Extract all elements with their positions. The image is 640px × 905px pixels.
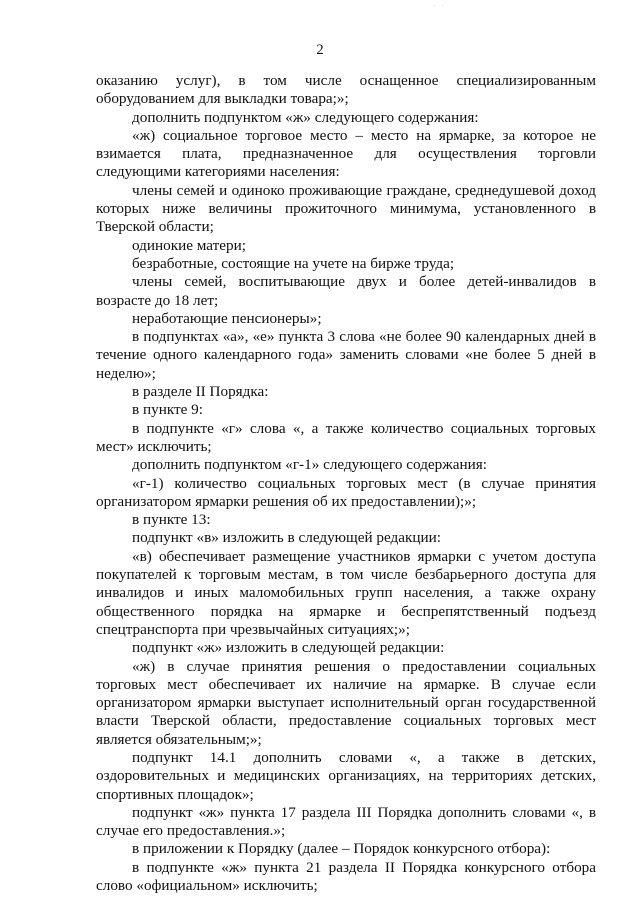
paragraph: «ж) социальное торговое место – место на ярмарке, за которое не взимается плата, предназначенное для осуществления торговли следующими категориями населения: [96,126,596,181]
corner-mark: · · [433,2,446,10]
paragraph: безработные, состоящие на учете на бирже труда; [132,254,455,272]
paragraph: дополнить подпунктом «г-1» следующего содержания: [132,456,487,474]
paragraph: подпункт 14.1 дополнить словами «, а также в детских, оздоровительных и медицинских организациях, на территориях детских, спортивных площадок»; [96,748,596,803]
paragraph: «ж) в случае принятия решения о предоставлении социальных торговых мест обеспечивает их наличие на ярмарке. В случае если организатором ярмарки выступает исполнительный орган государственной власти Тверской области, предоставление социальных торговых мест является обязательным;»; [96,657,596,748]
paragraph: неработающие пенсионеры»; [132,309,322,327]
paragraph: подпункт «ж» пункта 17 раздела III Порядка дополнить словами «, в случае его предоставления.»; [96,803,596,840]
paragraph: подпункт «ж» изложить в следующей редакции: [132,639,445,657]
paragraph: в пункте 13: [132,511,211,529]
paragraph: подпункт «в» изложить в следующей редакции: [132,529,441,547]
body-text [96,72,596,895]
paragraph: члены семей, воспитывающие двух и более детей-инвалидов в возрасте до 18 лет; [96,273,596,309]
paragraph: в подпункте «ж» пункта 21 раздела II Порядка конкурсного отбора слово «официальном» исключить; [96,858,596,895]
paragraph: оказанию услуг), в том числе оснащенное специализированным оборудованием для выкладки товара;»; [96,72,596,108]
page-number: 2 [316,42,324,58]
paragraph: «г-1) количество социальных торговых мест (в случае принятия организатором ярмарки решения об их предоставлении);»; [96,474,596,510]
paragraph: в пункте 9: [132,401,203,419]
paragraph: в приложении к Порядку (далее – Порядок конкурсного отбора): [132,840,551,858]
paragraph: одинокие матери; [132,236,246,254]
paragraph: члены семей и одиноко проживающие граждане, среднедушевой доход которых ниже величины прожиточного минимума, установленного в Тверской области; [96,181,596,236]
paragraph: в подпунктах «а», «е» пункта 3 слова «не более 90 календарных дней в течение одного календарного года» заменить словами «не более 5 дней в неделю»; [96,328,596,382]
paragraph: «в) обеспечивает размещение участников ярмарки с учетом доступа покупателей к торговым местам, в том числе безбарьерного доступа для инвалидов и иных маломобильных групп населения, а также охрану общественного порядка на ярмарке и беспрепятственный подъезд спецтранспорта при чрезвычайных ситуациях;»; [96,547,596,638]
paragraph: дополнить подпунктом «ж» следующего содержания: [132,108,479,126]
paragraph: в разделе II Порядка: [132,383,269,401]
paragraph: в подпункте «г» слова «, а также количество социальных торговых мест» исключить; [96,419,596,455]
